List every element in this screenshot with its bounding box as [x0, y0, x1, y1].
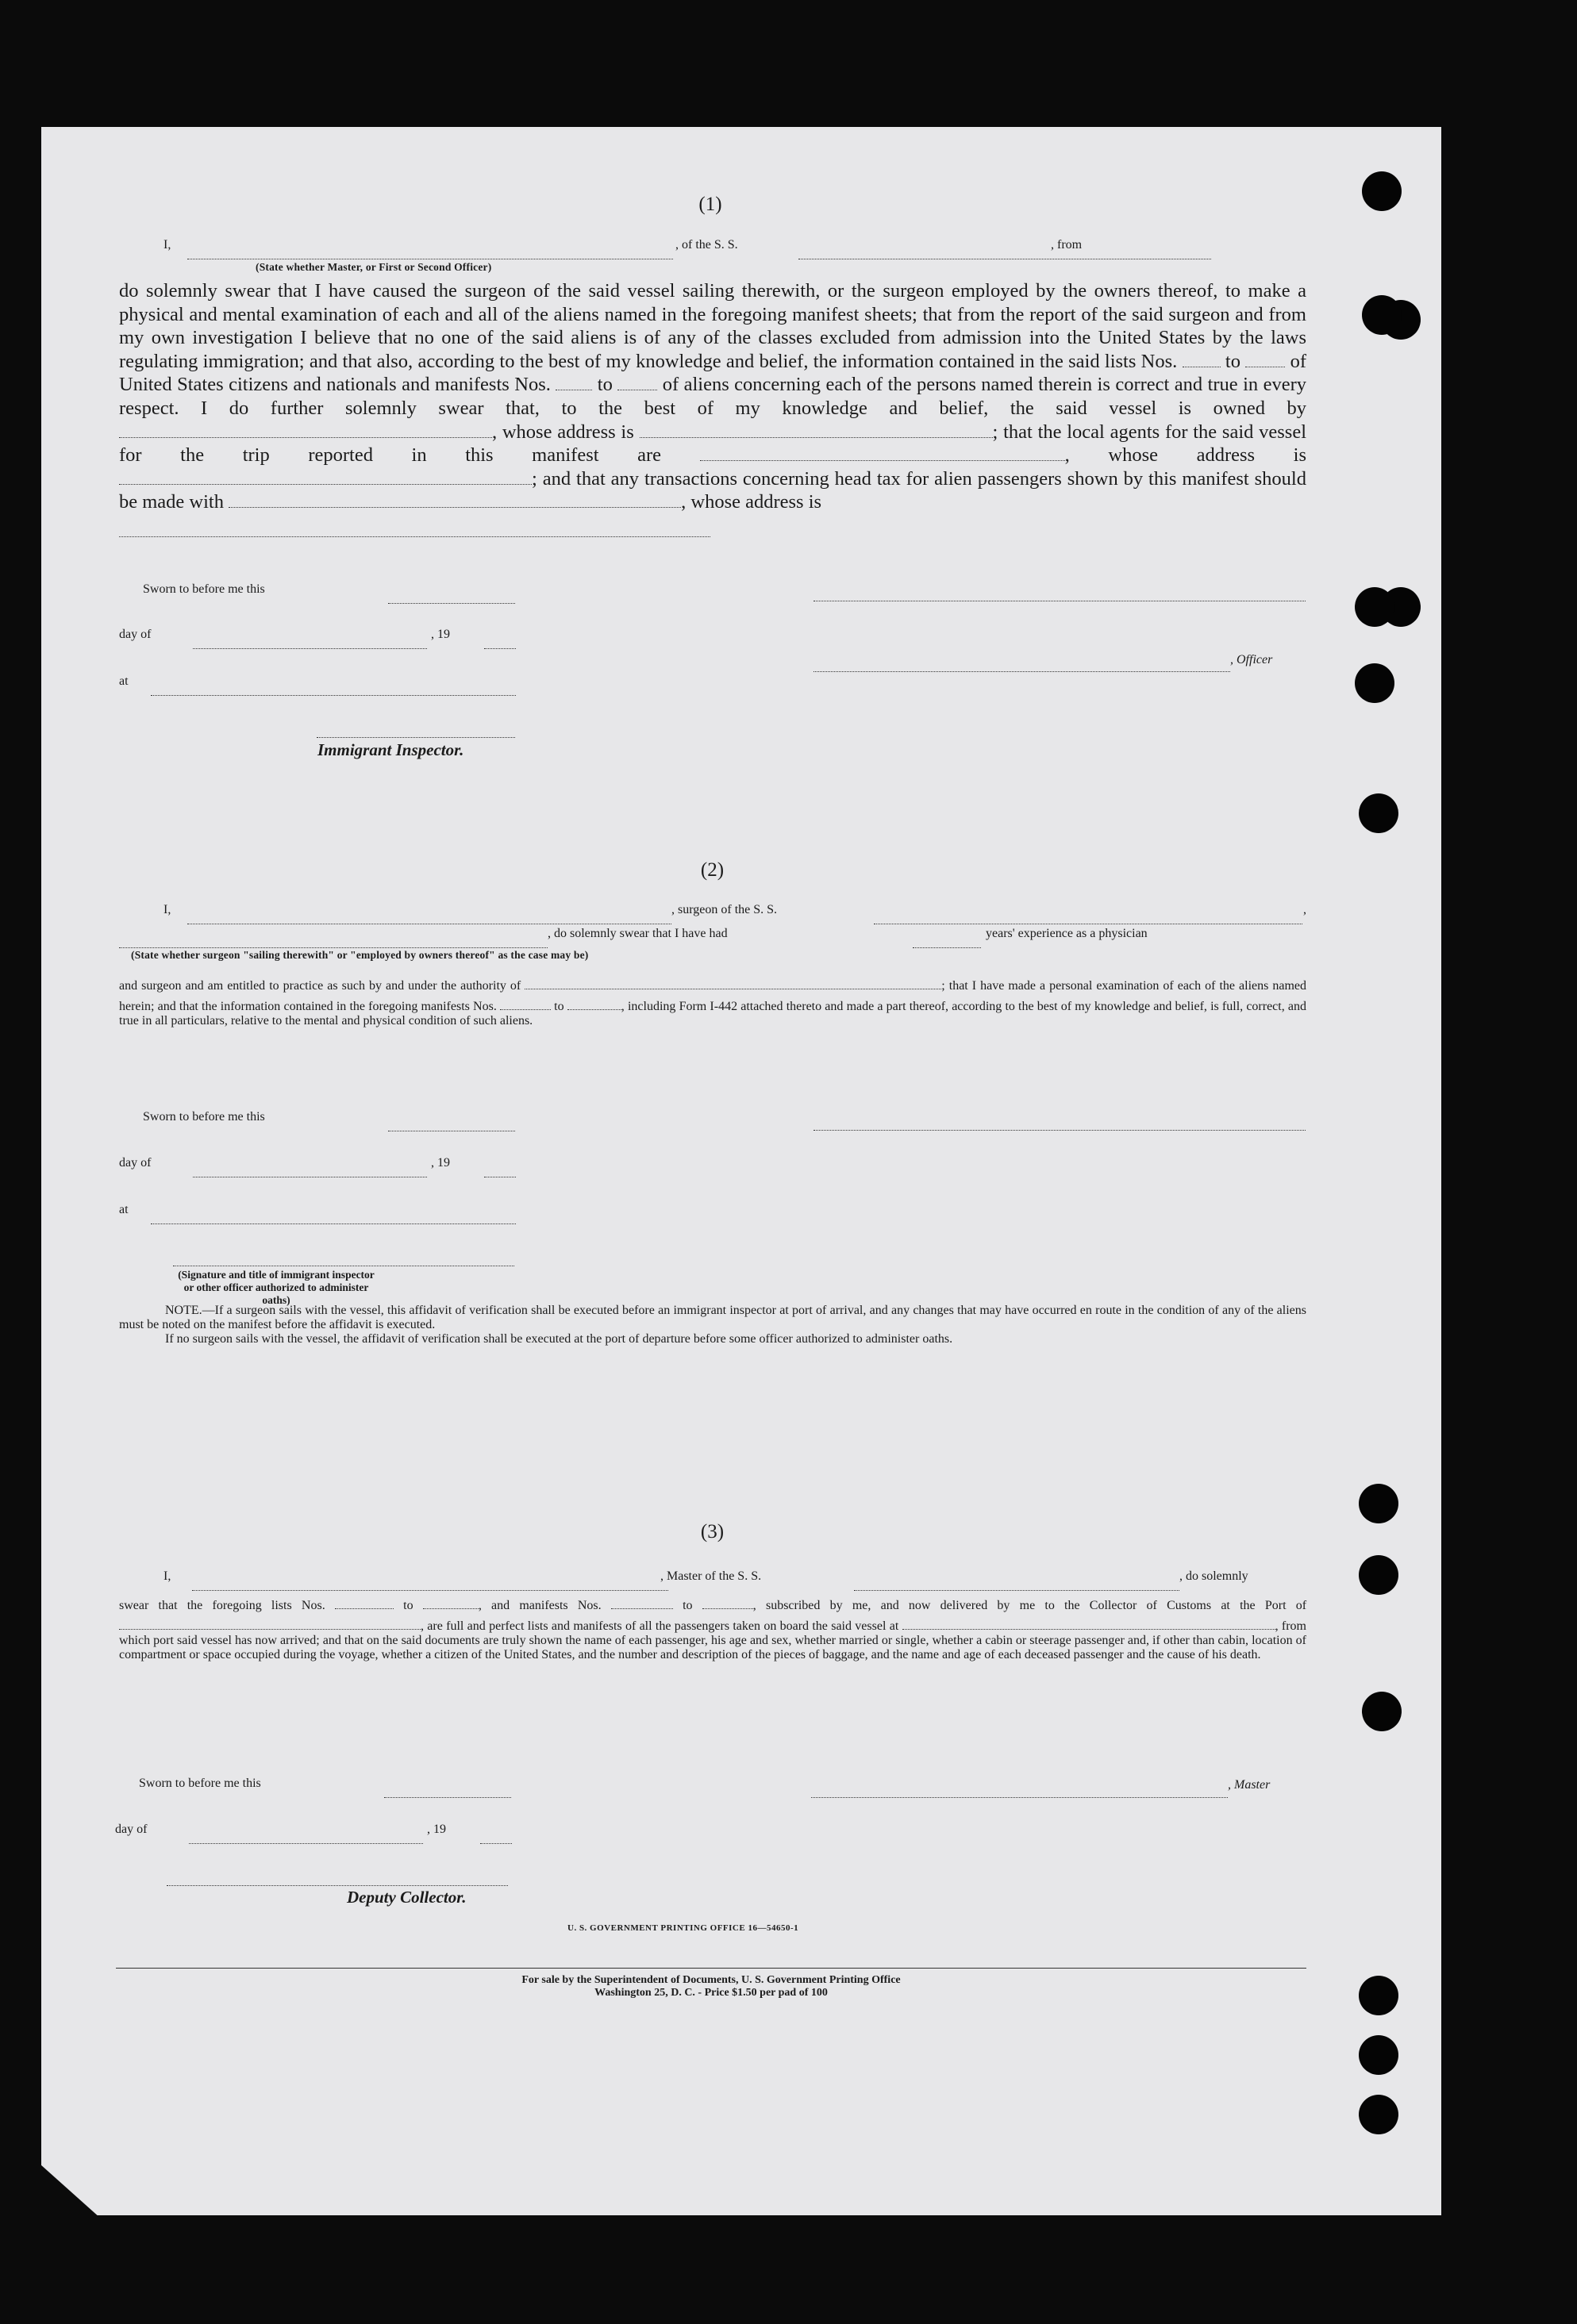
punch-hole-g — [1359, 1555, 1398, 1595]
section-3-line-1 — [163, 1569, 1306, 1593]
lists-from-field[interactable] — [1183, 351, 1221, 367]
vessel-name-field[interactable] — [798, 243, 1211, 259]
s3-lists-from-field[interactable] — [335, 1592, 394, 1609]
swear-had-label: , do solemnly swear that I have had — [548, 927, 728, 940]
whose-address-label-2: whose address is — [1108, 444, 1307, 467]
section-2-body-b: that I have made a personal examination of each of the aliens named herein; and that the information contained in the foregoing manifests Nos. — [119, 979, 1307, 1013]
do-solemnly-label: , do solemnly — [1179, 1569, 1248, 1583]
section-3-body — [119, 1592, 1306, 1662]
at-field-1[interactable] — [151, 679, 516, 696]
head-tax-address-field[interactable] — [119, 520, 710, 537]
master-of-ss-label: , Master of the S. S. — [660, 1569, 762, 1583]
surgeon-vessel-field[interactable] — [874, 908, 1302, 924]
section-2-number: (2) — [700, 859, 725, 881]
whose-address-label-3: , whose address is — [681, 491, 822, 513]
note-text: —If a surgeon sails with the vessel, this affidavit of verification shall be executed before an immigrant inspector at port of arrival, and any changes that may have occurred en route in the condition of any of the aliens must be noted on the manifest before the affidavit is executed. — [119, 1304, 1306, 1331]
owner-address-field[interactable] — [640, 421, 993, 438]
section-3-number: (3) — [700, 1521, 725, 1542]
i-label-2: I, — [163, 903, 171, 916]
sworn-day-field-1[interactable] — [388, 587, 515, 604]
and-manifests-label: , and manifests Nos. — [478, 1599, 602, 1612]
master-vessel-field[interactable] — [854, 1574, 1179, 1591]
to-label-4: to — [403, 1599, 413, 1612]
master-sig-line — [811, 1797, 1228, 1798]
master-caption — [1228, 1778, 1270, 1792]
lists-to-field[interactable] — [1245, 351, 1285, 367]
sworn-day-field-2[interactable] — [388, 1115, 515, 1131]
at-label-1: at — [119, 674, 129, 688]
s3-manifests-from-field[interactable] — [611, 1592, 673, 1609]
s2-sig-caption: (Signature and title of immigrant inspector or other officer authorized to administer oaths) — [178, 1269, 375, 1306]
year-field-2[interactable] — [484, 1161, 516, 1177]
subscribed-label: , subscribed by me, and now delivered by me to the Collector of Customs at the Port of — [752, 1599, 1307, 1612]
whose-address-label: , whose address is — [492, 421, 634, 443]
punch-hole-c — [1355, 587, 1394, 627]
day-of-label-3: day of — [115, 1823, 148, 1836]
punch-hole-i — [1359, 1976, 1398, 2015]
years-exp-label: years' experience as a physician — [986, 927, 1148, 940]
of-ss-label: , of the S. S. — [675, 238, 738, 252]
i-label: I, — [163, 238, 171, 252]
punch-hole-j — [1359, 2035, 1398, 2075]
surgeon-of-ss-label: , surgeon of the S. S. — [671, 903, 778, 916]
sworn-label-1: Sworn to before me this — [143, 582, 265, 596]
section-2-line-1: I, , surgeon of the S. S. , — [163, 903, 1310, 927]
year-label-1: , 19 — [431, 628, 450, 641]
month-field-3[interactable] — [189, 1827, 423, 1844]
note-label: NOTE. — [165, 1304, 202, 1317]
authority-field[interactable] — [525, 973, 941, 989]
from-which-label: , from which — [119, 1619, 1306, 1647]
section-2-body-c: , including Form I-442 attached thereto and made a part thereof, according to the best of my knowledge and belief, is full, correct, and true in all particulars, relative to the mental and physical condition of such aliens. — [119, 1000, 1306, 1028]
section-1-body-e: ; and that any transactions concerning head tax for alien passengers shown by this manifest should be made with — [119, 467, 1306, 513]
to-label-5: to — [683, 1599, 693, 1612]
s2-manifest-to-field[interactable] — [567, 993, 621, 1010]
officer-rank-field[interactable] — [187, 243, 673, 259]
agents-address-field[interactable] — [119, 468, 532, 485]
at-field-2[interactable] — [151, 1208, 516, 1224]
officer-caption: (State whether Master, or First or Second Officer) — [256, 261, 492, 273]
to-label-3: to — [554, 1000, 564, 1013]
section-1-body: do solemnly swear that I have caused the surgeon of the said vessel sailing therewith, or the surgeon employed by the owners thereof, to make a physical and mental examination of each and all of the aliens named in the foregoing manifest sheets; that from the report of the said surgeon and from my own investigation I believe that no one of the said aliens is of any of the classes excluded from admission into the United States by the laws regulating immigration; and that also, according to the best of my knowledge and belief, the information contained in the said lists Nos. to of United States citizens and nationals and manifests Nos. to of aliens concerning each of the persons named therein is correct and true in every respect. I do further solemnly swear that, to the best of my knowledge and belief, the said vessel is owned by , whose address is ; that the local agents for the said vessel for the trip reported in this manifest are , whose address is ; and that any transactions concerning head tax for alien passengers shown by this manifest should be made with , whose address is — [119, 279, 1306, 537]
to-label: to — [1225, 350, 1240, 372]
s3-manifests-to-field[interactable] — [702, 1592, 753, 1609]
day-of-label-2: day of — [119, 1156, 152, 1170]
officer-label: , Officer — [1230, 653, 1273, 666]
section-1-number: (1) — [698, 194, 722, 215]
section-3-body-b: port said vessel has now arrived; and that on the said documents are truly shown the name of each passenger, his age and sex, whether married or single, whether a cabin or steerage passenger and, if other than cabin, location of compartment or space occupied during the voyage, whether a citizen of the United States, and the number and description of the pieces of baggage, and the name and age of each deceased passenger and the cause of his death. — [119, 1634, 1307, 1661]
i-label-3: I, — [163, 1569, 171, 1583]
section-1-body-d: that the local agents for the said vessel for the trip reported in this manifest are — [119, 421, 1307, 467]
master-name-field[interactable] — [192, 1574, 668, 1591]
section-1-body-c: of aliens concerning each of the persons named therein is correct and true in every respect. I do further solemnly swear that, to the best of my knowledge and belief, the said vessel is owned by — [119, 374, 1307, 419]
agents-field[interactable] — [700, 444, 1065, 461]
sworn-label-2: Sworn to before me this — [143, 1110, 265, 1124]
surgeon-sig-line — [814, 1130, 1306, 1131]
punch-hole-b — [1362, 295, 1402, 335]
master-label: , Master — [1228, 1778, 1271, 1792]
at-label-2: at — [119, 1203, 129, 1216]
surgeon-caption: (State whether surgeon "sailing therewith" or "employed by owners thereof" as the case may be) — [131, 949, 589, 961]
year-field-1[interactable] — [484, 632, 516, 649]
print-line: U. S. GOVERNMENT PRINTING OFFICE 16—54650-1 — [567, 1923, 799, 1933]
footer-rule — [116, 1968, 1306, 1969]
punch-hole-k — [1359, 2095, 1398, 2134]
port-field[interactable] — [119, 1613, 421, 1630]
year-label-2: , 19 — [431, 1156, 450, 1170]
footer-line-1: For sale by the Superintendent of Documents, U. S. Government Printing Office — [521, 1974, 901, 1986]
section-2-line-2 — [119, 927, 1310, 951]
month-field-1[interactable] — [193, 632, 427, 649]
full-lists-label: , are full and perfect lists and manifests of all the passengers taken on board the said vessel at — [421, 1619, 899, 1633]
to-label-2: to — [597, 374, 613, 396]
section-1-body-b: of United States citizens and nationals and manifests Nos. — [119, 350, 1307, 396]
note-2: If no surgeon sails with the vessel, the affidavit of verification shall be executed at the port of departure before some officer authorized to administer oaths. — [165, 1332, 953, 1346]
owner-field[interactable] — [119, 421, 492, 438]
footer — [116, 1974, 1306, 1999]
surgeon-status-field[interactable] — [119, 932, 548, 948]
inspector-signature-line — [317, 737, 515, 738]
year-label-3: , 19 — [427, 1823, 446, 1836]
punch-hole-h — [1362, 1692, 1402, 1731]
section-2-body-a: and surgeon and am entitled to practice as such by and under the authority of — [119, 979, 521, 993]
section-3-body-a: swear that the foregoing lists Nos. — [119, 1599, 325, 1612]
day-of-label-1: day of — [119, 628, 152, 641]
section-1-body-a: do solemnly swear that I have caused the surgeon of the said vessel sailing therewith, or the surgeon employed by the owners thereof, to make a physical and mental examination of each and all of the aliens named in the foregoing manifest sheets; that from the report of the said surgeon and from my own investigation I believe that no one of the said aliens is of any of the classes excluded from admission into the United States by the laws regulating immigration; and that also, according to the best of my knowledge and belief, the information contained in the said lists Nos. — [119, 280, 1306, 372]
manifests-to-field[interactable] — [617, 374, 657, 390]
officer-sig-line-2 — [814, 671, 1230, 672]
years-field[interactable] — [913, 932, 981, 948]
note-block — [119, 1304, 1306, 1346]
surgeon-name-field[interactable] — [187, 908, 671, 924]
departure-port-field[interactable] — [902, 1613, 1275, 1630]
sworn-day-field-3[interactable] — [384, 1781, 511, 1798]
year-field-3[interactable] — [480, 1827, 512, 1844]
punch-hole-e — [1359, 793, 1398, 833]
officer-caption — [1230, 653, 1272, 667]
from-label: , from — [1051, 238, 1083, 252]
s3-lists-to-field[interactable] — [423, 1592, 479, 1609]
section-2-body: and surgeon and am entitled to practice as such by and under the authority of ; that I have made a personal examination of each of the aliens named herein; and that the information contained in the foregoing manifests Nos. to , including Form I-442 attached thereto and made a part thereof, according to the best of my knowledge and belief, is full, correct, and true in all particulars, relative to the mental and physical condition of such aliens. — [119, 973, 1306, 1028]
punch-hole-d — [1355, 663, 1394, 703]
s2-manifest-from-field[interactable] — [500, 993, 551, 1010]
deputy-caption: Deputy Collector. — [347, 1888, 467, 1907]
deputy-signature-line — [167, 1885, 508, 1886]
punch-hole-f — [1359, 1484, 1398, 1523]
head-tax-contact-field[interactable] — [229, 491, 681, 508]
inspector-caption: Immigrant Inspector. — [317, 740, 464, 759]
footer-line-2: Washington 25, D. C. - Price $1.50 per pad of 100 — [594, 1987, 828, 1999]
manifests-from-field[interactable] — [556, 374, 592, 390]
sworn-label-3: Sworn to before me this — [139, 1777, 261, 1790]
section-1-line-1 — [163, 238, 1310, 262]
month-field-2[interactable] — [193, 1161, 427, 1177]
